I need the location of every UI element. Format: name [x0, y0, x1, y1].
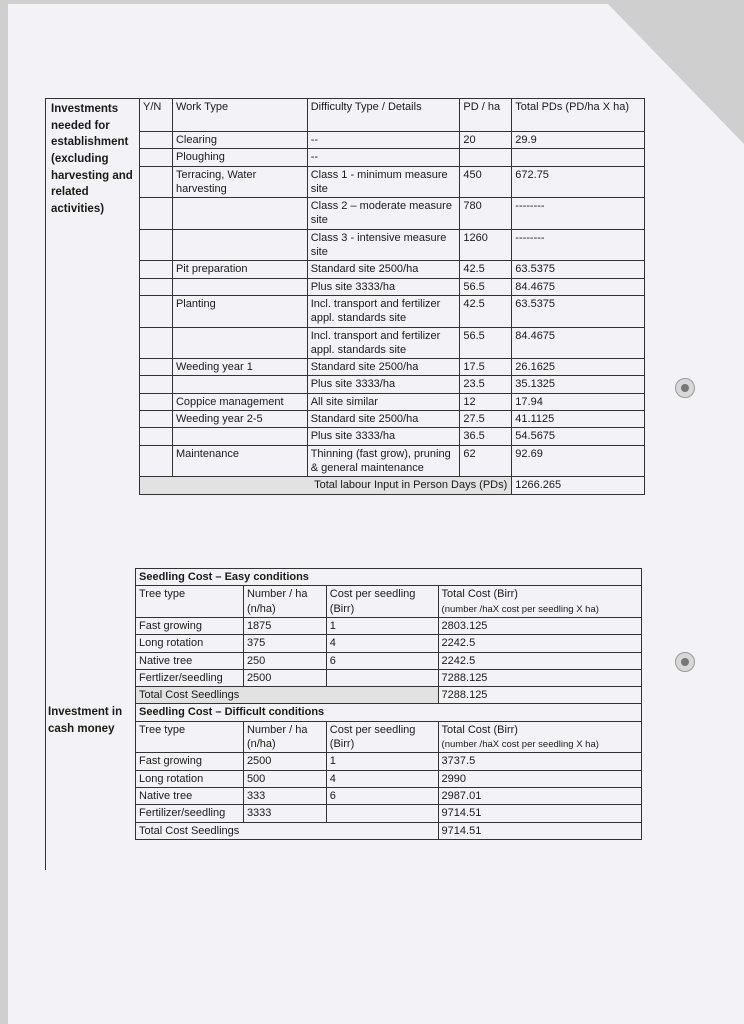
difficulty-cell: Plus site 3333/ha	[307, 428, 460, 445]
difficulty-cell: Plus site 3333/ha	[307, 376, 460, 393]
difficult-header-tree: Tree type	[136, 721, 244, 753]
tree-type-cell: Fertilizer/seedling	[136, 805, 244, 822]
number-ha-cell: 375	[243, 635, 326, 652]
pd-ha-cell: 17.5	[460, 359, 512, 376]
work-type-cell: Terracing, Water harvesting	[172, 166, 307, 198]
frame-top	[45, 98, 140, 99]
pd-ha-cell	[460, 149, 512, 166]
pd-ha-cell: 62	[460, 445, 512, 477]
labour-table	[139, 98, 645, 495]
labour-row	[140, 295, 645, 327]
difficult-header-row	[136, 721, 642, 753]
pd-ha-cell: 20	[460, 132, 512, 149]
difficult-total-row	[136, 822, 642, 839]
total-cost-cell: 3737.5	[438, 753, 641, 770]
total-pds-cell: 672.75	[512, 166, 645, 198]
work-type-cell	[172, 229, 307, 261]
easy-header-row	[136, 586, 642, 618]
number-ha-cell: 333	[243, 787, 326, 804]
yn-cell	[140, 261, 173, 278]
difficulty-cell: Class 3 - intensive measure site	[307, 229, 460, 261]
pd-ha-cell: 56.5	[460, 278, 512, 295]
tree-type-cell: Fast growing	[136, 753, 244, 770]
total-cost-cell: 7288.125	[438, 669, 641, 686]
pd-ha-cell: 42.5	[460, 295, 512, 327]
cost-seedling-cell: 1	[326, 617, 438, 634]
yn-cell	[140, 393, 173, 410]
labour-row	[140, 229, 645, 261]
easy-seedling-row	[136, 635, 642, 652]
difficulty-cell: Plus site 3333/ha	[307, 278, 460, 295]
tree-type-cell: Long rotation	[136, 635, 244, 652]
easy-title: Seedling Cost – Easy conditions	[136, 569, 642, 586]
total-cost-cell: 2242.5	[438, 635, 641, 652]
work-type-cell: Ploughing	[172, 149, 307, 166]
difficult-header-number: Number / ha (n/ha)	[243, 721, 326, 753]
labour-row	[140, 198, 645, 230]
labour-row	[140, 278, 645, 295]
yn-cell	[140, 166, 173, 198]
total-pds-cell: --------	[512, 198, 645, 230]
frame-left-lower	[45, 565, 46, 870]
work-type-cell: Weeding year 1	[172, 359, 307, 376]
pd-ha-cell: 56.5	[460, 327, 512, 359]
cost-seedling-cell: 1	[326, 753, 438, 770]
cost-seedling-cell: 6	[326, 787, 438, 804]
total-pds-cell: 54.5675	[512, 428, 645, 445]
difficulty-cell: Incl. transport and fertilizer appl. standards site	[307, 327, 460, 359]
difficulty-cell: Standard site 2500/ha	[307, 359, 460, 376]
number-ha-cell: 250	[243, 652, 326, 669]
labour-header-row	[140, 99, 645, 132]
labour-row	[140, 411, 645, 428]
easy-total-row	[136, 687, 642, 704]
pd-ha-cell: 780	[460, 198, 512, 230]
total-cost-cell: 2242.5	[438, 652, 641, 669]
number-ha-cell: 2500	[243, 669, 326, 686]
yn-cell	[140, 295, 173, 327]
pd-ha-cell: 42.5	[460, 261, 512, 278]
yn-cell	[140, 149, 173, 166]
total-pds-cell: 35.1325	[512, 376, 645, 393]
yn-cell	[140, 327, 173, 359]
cost-seedling-cell: 6	[326, 652, 438, 669]
yn-cell	[140, 445, 173, 477]
difficult-seedling-row	[136, 753, 642, 770]
easy-header-total	[438, 586, 641, 618]
pd-ha-cell: 450	[460, 166, 512, 198]
work-type-cell	[172, 278, 307, 295]
work-type-cell: Weeding year 2-5	[172, 411, 307, 428]
difficult-title: Seedling Cost – Difficult conditions	[136, 704, 642, 721]
total-pds-cell	[512, 149, 645, 166]
difficulty-cell: Thinning (fast grow), pruning & general maintenance	[307, 445, 460, 477]
labour-total-row	[140, 477, 645, 494]
work-type-cell: Clearing	[172, 132, 307, 149]
labour-row	[140, 393, 645, 410]
pd-ha-cell: 12	[460, 393, 512, 410]
header-pd-ha: PD / ha	[460, 99, 512, 132]
cash-label: Investment in cash money	[48, 706, 123, 735]
yn-cell	[140, 132, 173, 149]
difficulty-cell: --	[307, 149, 460, 166]
difficulty-cell: Class 2 – moderate measure site	[307, 198, 460, 230]
cost-seedling-cell: 4	[326, 770, 438, 787]
labour-row	[140, 166, 645, 198]
easy-seedling-row	[136, 617, 642, 634]
labour-row	[140, 428, 645, 445]
header-difficulty: Difficulty Type / Details	[307, 99, 460, 132]
work-type-cell	[172, 327, 307, 359]
labour-row	[140, 132, 645, 149]
difficulty-cell: Incl. transport and fertilizer appl. standards site	[307, 295, 460, 327]
difficult-total-label: Total Cost Seedlings	[136, 822, 439, 839]
number-ha-cell: 1875	[243, 617, 326, 634]
total-cost-cell: 2803.125	[438, 617, 641, 634]
frame-left	[45, 98, 46, 565]
difficulty-cell: Standard site 2500/ha	[307, 261, 460, 278]
yn-cell	[140, 198, 173, 230]
number-ha-cell: 3333	[243, 805, 326, 822]
pd-ha-cell: 27.5	[460, 411, 512, 428]
cost-seedling-cell	[326, 805, 438, 822]
difficult-header-total-label: Total Cost (Birr)	[441, 723, 518, 736]
total-pds-cell: 63.5375	[512, 261, 645, 278]
difficult-seedling-row	[136, 770, 642, 787]
total-cost-cell: 2987.01	[438, 787, 641, 804]
header-total-pds: Total PDs (PD/ha X ha)	[512, 99, 645, 132]
pd-ha-cell: 36.5	[460, 428, 512, 445]
labour-row	[140, 359, 645, 376]
easy-header-tree: Tree type	[136, 586, 244, 618]
tree-type-cell: Long rotation	[136, 770, 244, 787]
pd-ha-cell: 1260	[460, 229, 512, 261]
total-pds-cell: --------	[512, 229, 645, 261]
total-pds-cell: 29.9	[512, 132, 645, 149]
easy-header-number: Number / ha (n/ha)	[243, 586, 326, 618]
difficulty-cell: --	[307, 132, 460, 149]
labour-total-value: 1266.265	[512, 477, 645, 494]
yn-cell	[140, 428, 173, 445]
cost-seedling-cell	[326, 669, 438, 686]
difficult-header-cost: Cost per seedling (Birr)	[326, 721, 438, 753]
total-pds-cell: 84.4675	[512, 327, 645, 359]
work-type-cell	[172, 428, 307, 445]
yn-cell	[140, 376, 173, 393]
work-type-cell: Planting	[172, 295, 307, 327]
labour-row	[140, 445, 645, 477]
labour-row	[140, 327, 645, 359]
work-type-cell	[172, 376, 307, 393]
punch-hole	[675, 652, 695, 672]
difficult-seedling-row	[136, 787, 642, 804]
easy-total-label: Total Cost Seedlings	[136, 687, 439, 704]
number-ha-cell: 500	[243, 770, 326, 787]
yn-cell	[140, 229, 173, 261]
easy-seedling-table	[135, 568, 642, 840]
tree-type-cell: Native tree	[136, 652, 244, 669]
total-pds-cell: 63.5375	[512, 295, 645, 327]
tree-type-cell: Fertlizer/seedling	[136, 669, 244, 686]
easy-header-cost: Cost per seedling (Birr)	[326, 586, 438, 618]
total-pds-cell: 17.94	[512, 393, 645, 410]
total-pds-cell: 26.1625	[512, 359, 645, 376]
work-type-cell: Maintenance	[172, 445, 307, 477]
total-cost-cell: 9714.51	[438, 805, 641, 822]
cost-seedling-cell: 4	[326, 635, 438, 652]
easy-header-total-label: Total Cost (Birr)	[441, 588, 518, 601]
total-pds-cell: 41.1125	[512, 411, 645, 428]
difficulty-cell: Class 1 - minimum measure site	[307, 166, 460, 198]
labour-row	[140, 376, 645, 393]
header-work-type: Work Type	[172, 99, 307, 132]
pd-ha-cell: 23.5	[460, 376, 512, 393]
header-yn: Y/N	[140, 99, 173, 132]
difficult-seedling-row	[136, 805, 642, 822]
total-pds-cell: 84.4675	[512, 278, 645, 295]
work-type-cell: Coppice management	[172, 393, 307, 410]
work-type-cell: Pit preparation	[172, 261, 307, 278]
difficult-header-total-note: (number /haX cost per seedling X ha)	[441, 739, 599, 751]
difficult-total-value: 9714.51	[438, 822, 641, 839]
yn-cell	[140, 411, 173, 428]
easy-seedling-row	[136, 652, 642, 669]
difficulty-cell: Standard site 2500/ha	[307, 411, 460, 428]
number-ha-cell: 2500	[243, 753, 326, 770]
yn-cell	[140, 359, 173, 376]
investments-label: Investments needed for establishment (excluding harvesting and related activities)	[51, 103, 133, 216]
labour-row	[140, 149, 645, 166]
difficult-header-total	[438, 721, 641, 753]
tree-type-cell: Fast growing	[136, 617, 244, 634]
easy-header-total-note: (number /haX cost per seedling X ha)	[441, 603, 599, 615]
total-pds-cell: 92.69	[512, 445, 645, 477]
tree-type-cell: Native tree	[136, 787, 244, 804]
total-cost-cell: 2990	[438, 770, 641, 787]
easy-total-value: 7288.125	[438, 687, 641, 704]
yn-cell	[140, 278, 173, 295]
punch-hole	[675, 378, 695, 398]
difficulty-cell: All site similar	[307, 393, 460, 410]
labour-row	[140, 261, 645, 278]
labour-total-label: Total labour Input in Person Days (PDs)	[140, 477, 512, 494]
easy-seedling-row	[136, 669, 642, 686]
work-type-cell	[172, 198, 307, 230]
